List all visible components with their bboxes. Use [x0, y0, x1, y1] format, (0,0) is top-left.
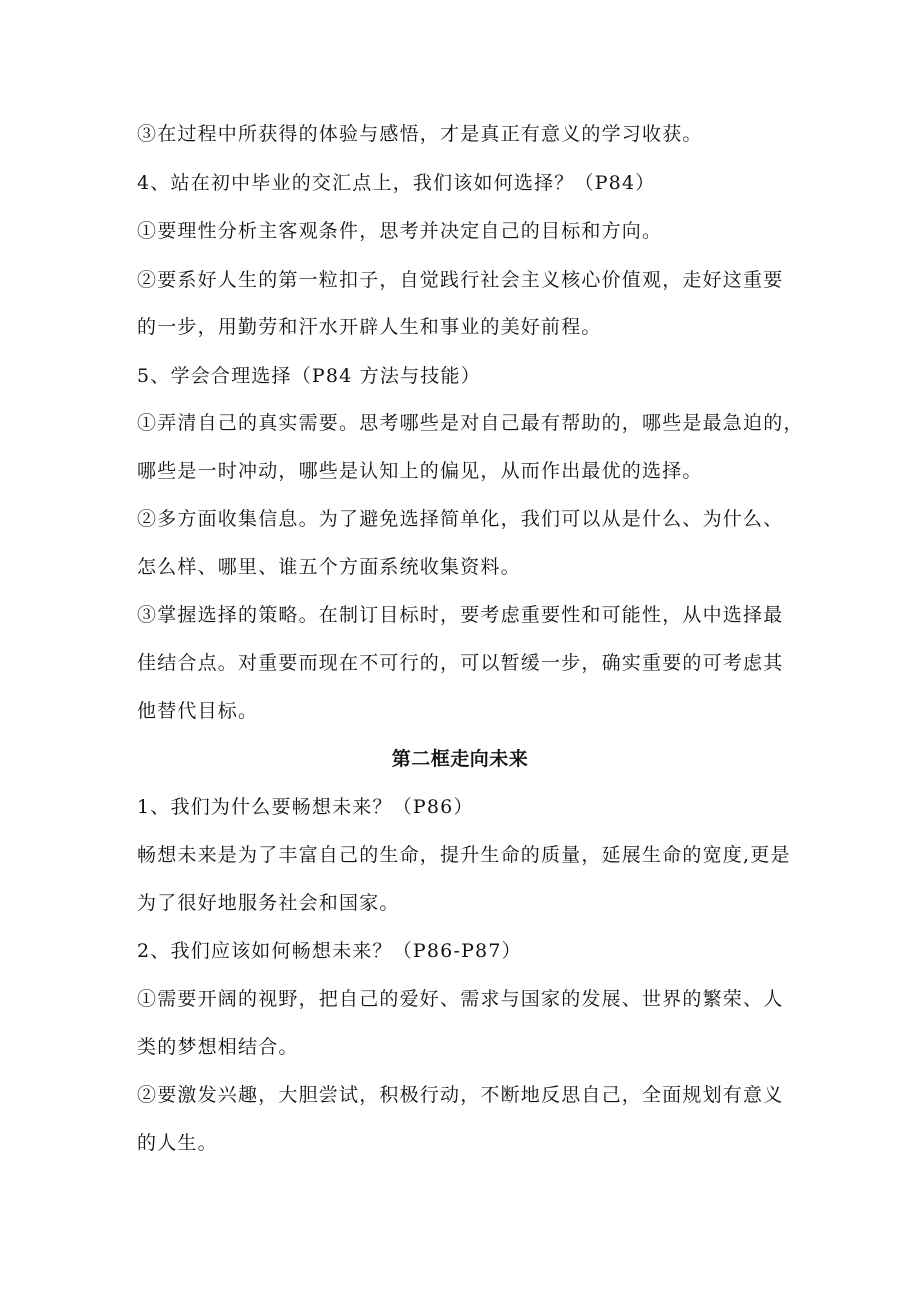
- question-heading: 2、我们应该如何畅想未来？（P86-P87）: [137, 940, 522, 962]
- text-line: 佳结合点。对重要而现在不可行的，可以暂缓一步，确实重要的可考虑其: [137, 652, 784, 674]
- text-line: 为了很好地服务社会和国家。: [137, 892, 400, 914]
- text-line: 的人生。: [137, 1132, 218, 1154]
- text-line: 怎么样、哪里、谁五个方面系统收集资料。: [137, 556, 521, 578]
- text-line: ③掌握选择的策略。在制订目标时，要考虑重要性和可能性，从中选择最: [137, 604, 784, 626]
- text-line: ①弄清自己的真实需要。思考哪些是对自己最有帮助的，哪些是最急迫的，: [137, 412, 804, 434]
- text-line: 类的梦想相结合。: [137, 1036, 299, 1058]
- text-line: 的一步，用勤劳和汗水开辟人生和事业的美好前程。: [137, 316, 602, 338]
- text-line: ①需要开阔的视野，把自己的爱好、需求与国家的发展、世界的繁荣、人: [137, 988, 784, 1010]
- question-heading: 4、站在初中毕业的交汇点上，我们该如何选择？（P84）: [137, 172, 656, 194]
- question-heading: 5、学会合理选择（P84 方法与技能）: [137, 365, 481, 387]
- text-line: 他替代目标。: [137, 700, 259, 722]
- text-line: ③在过程中所获得的体验与感悟，才是真正有意义的学习收获。: [137, 123, 703, 145]
- question-heading: 1、我们为什么要畅想未来？（P86）: [137, 796, 474, 818]
- section-heading: 第二框走向未来: [391, 748, 529, 770]
- text-line: ②多方面收集信息。为了避免选择简单化，我们可以从是什么、为什么、: [137, 508, 784, 530]
- text-line: ①要理性分析主客观条件，思考并决定自己的目标和方向。: [137, 220, 663, 242]
- text-line: ②要激发兴趣，大胆尝试，积极行动，不断地反思自己，全面规划有意义: [137, 1084, 784, 1106]
- text-line: 畅想未来是为了丰富自己的生命，提升生命的质量，延展生命的宽度,更是: [137, 844, 791, 866]
- text-line: 哪些是一时冲动，哪些是认知上的偏见，从而作出最优的选择。: [137, 460, 703, 482]
- text-line: ②要系好人生的第一粒扣子，自觉践行社会主义核心价值观，走好这重要: [137, 269, 784, 291]
